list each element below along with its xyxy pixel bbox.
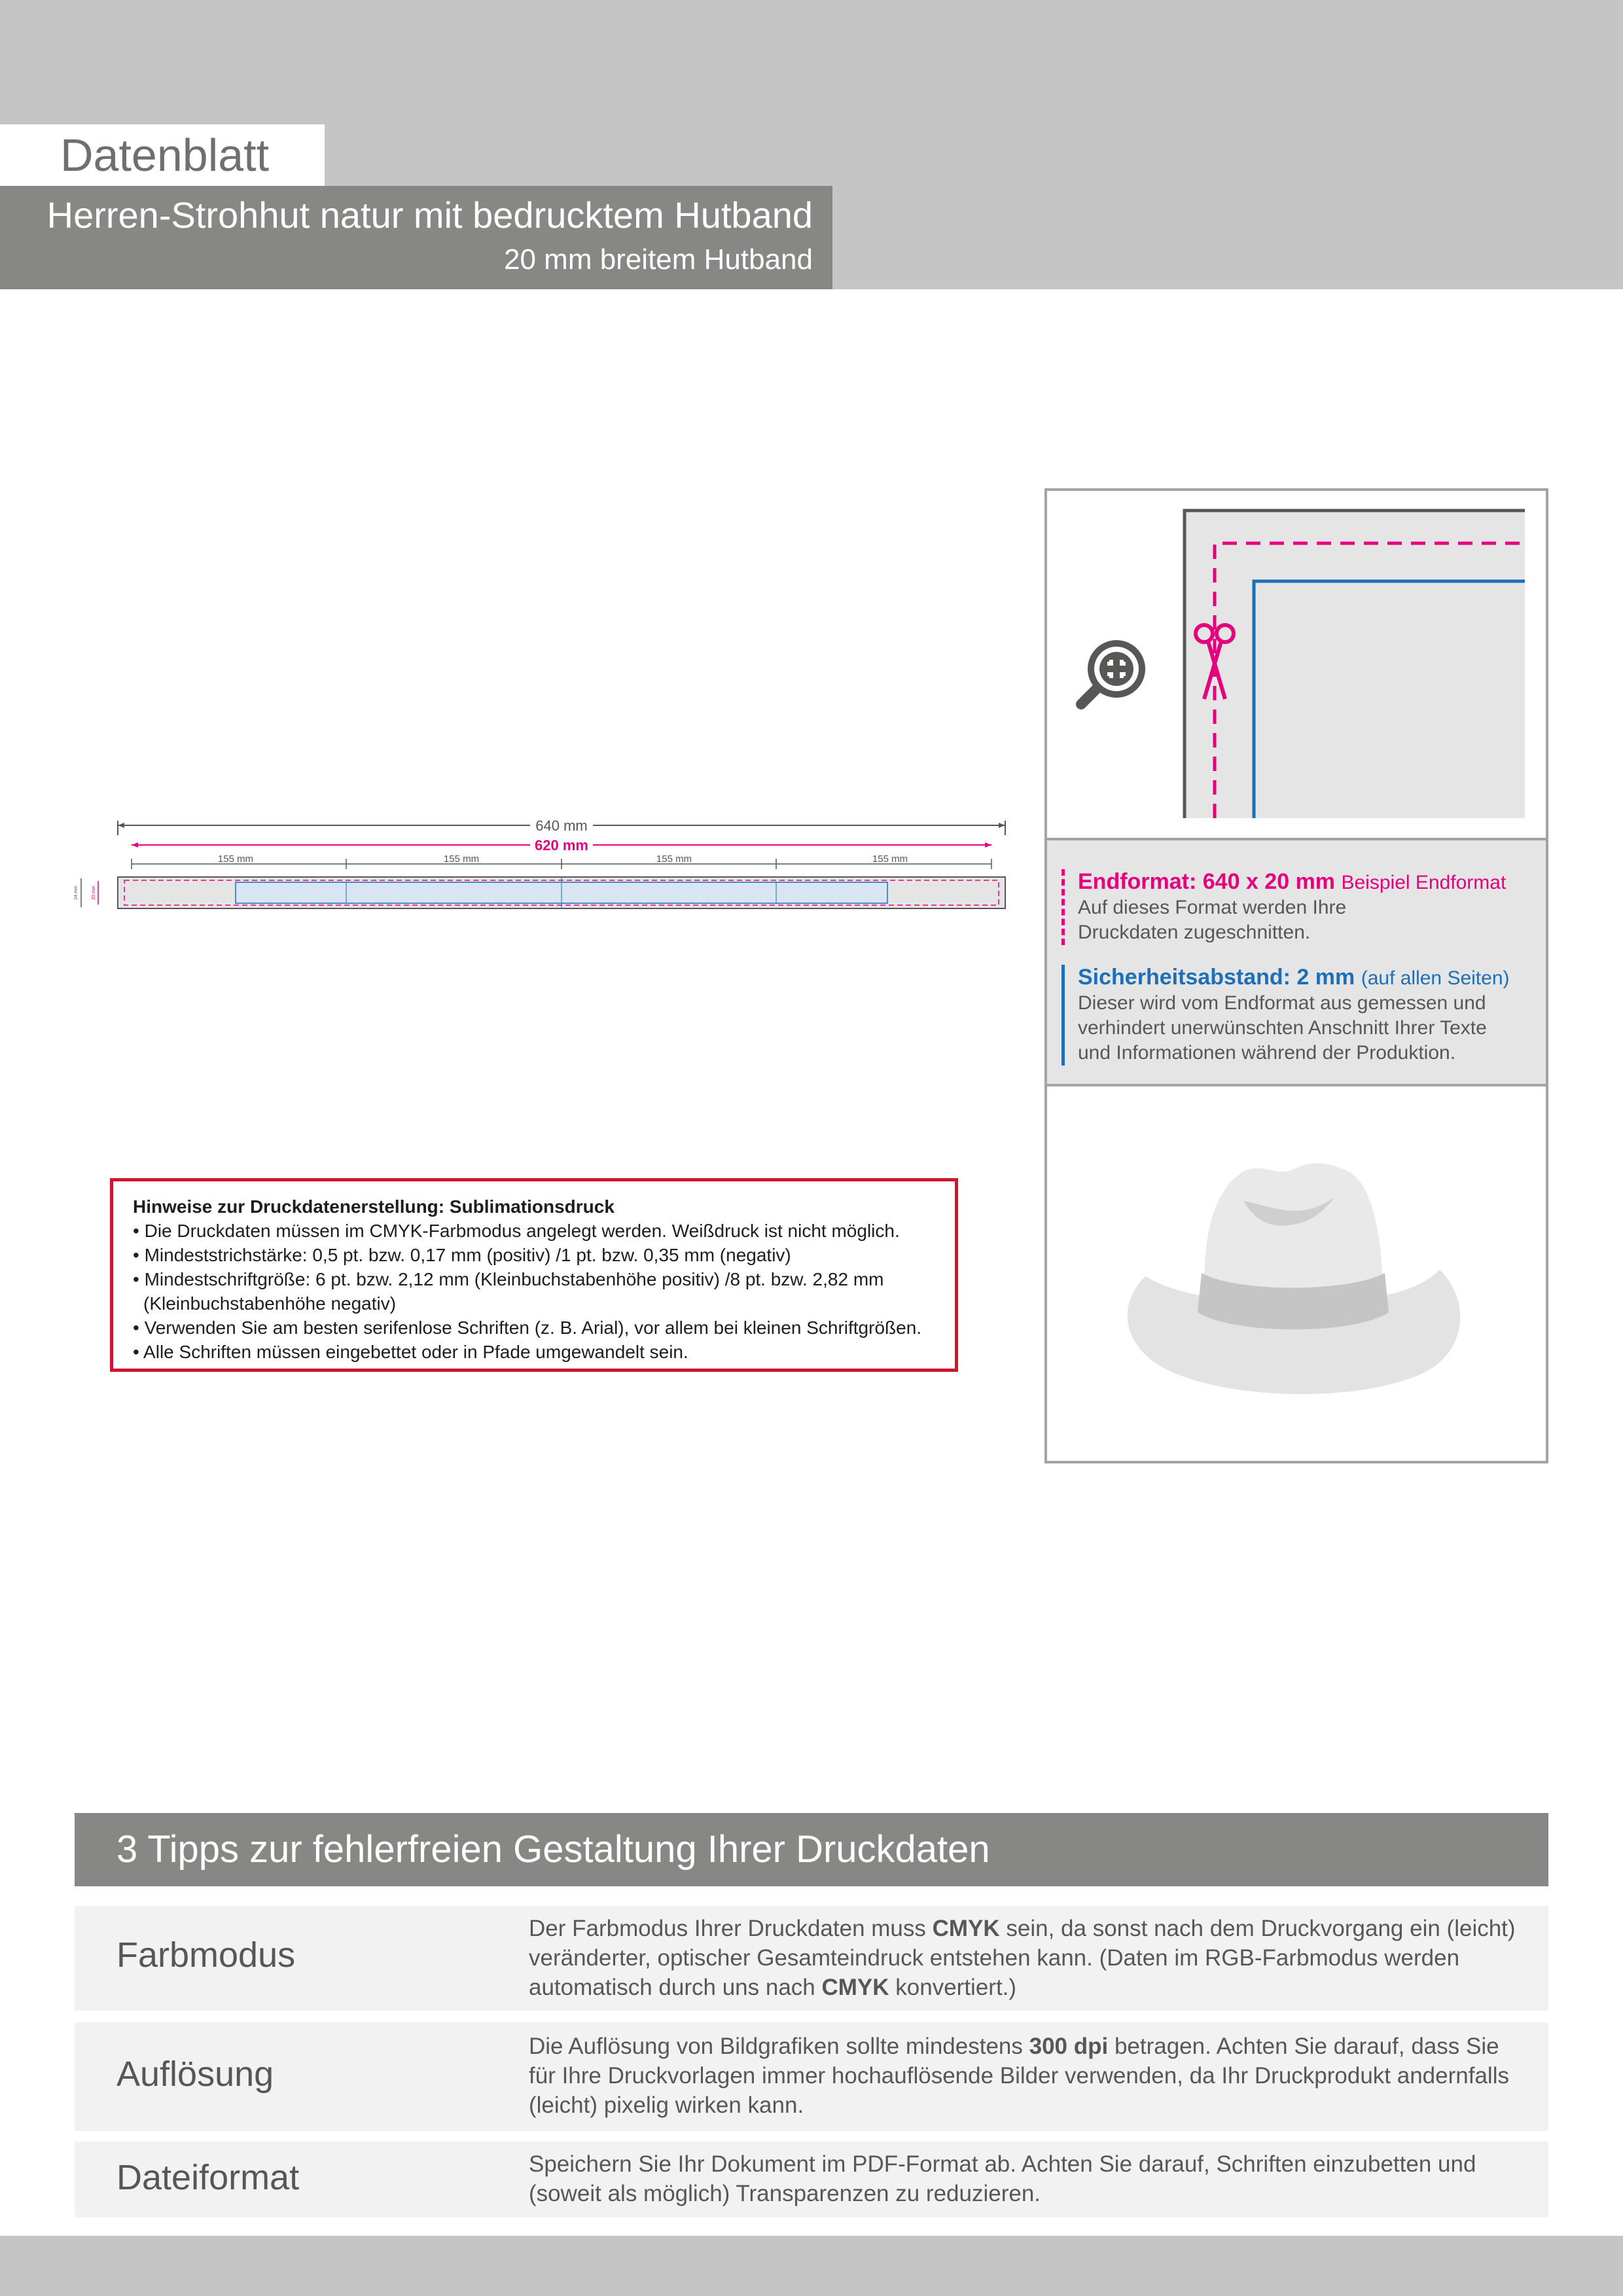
segment-label: 155 mm xyxy=(656,853,692,865)
endformat-legend xyxy=(1061,869,1549,945)
tips-heading: 3 Tipps zur fehlerfreien Gestaltung Ihrer Druckdaten xyxy=(75,1813,1548,1886)
safety-text: Dieser wird vom Endformat aus gemessen und verhindert unerwünschten Anschnitt Ihrer Texte und Informationen während der Produktion. xyxy=(1078,992,1487,1064)
print-hints-box xyxy=(110,1178,958,1372)
tip-row-dateiformat xyxy=(75,2142,1548,2217)
tip-label: Farbmodus xyxy=(116,1935,296,1975)
detail-panel xyxy=(1044,488,1548,1463)
product-title-box xyxy=(0,186,832,289)
hints-list xyxy=(133,1219,939,1364)
tip-row-aufloesung xyxy=(75,2022,1548,2131)
height-final-label: 20 mm xyxy=(92,886,96,900)
product-variant: 20 mm breitem Hutband xyxy=(504,243,813,276)
tip-row-farbmodus xyxy=(75,1906,1548,2011)
footer-band xyxy=(0,2236,1623,2296)
endformat-text: Auf dieses Format werden Ihre Druckdaten zugeschnitten. xyxy=(1078,897,1347,943)
list-item: • Mindestschriftgröße: 6 pt. bzw. 2,12 mm (Kleinbuchstabenhöhe positiv) /8 pt. bzw. 2,82 mm (Kleinbuchstabenhöhe negativ) xyxy=(133,1267,939,1316)
height-total-label: 24 mm xyxy=(74,886,79,900)
final-width-label: 620 mm xyxy=(535,837,588,853)
safety-label: Sicherheitsabstand: 2 mm xyxy=(1078,965,1355,990)
total-width-label: 640 mm xyxy=(535,817,588,834)
list-item: • Alle Schriften müssen eingebettet oder in Pfade umgewandelt sein. xyxy=(133,1340,939,1364)
zoom-in-icon xyxy=(1081,640,1145,704)
tip-text: Speichern Sie Ihr Dokument im PDF-Format ab. Achten Sie darauf, Schriften einzubetten und (soweit als möglich) Transparenzen zu reduzieren. xyxy=(529,2151,1476,2206)
corner-zoom-view xyxy=(1047,491,1546,838)
tip-label: Auflösung xyxy=(116,2054,274,2094)
segment-label: 155 mm xyxy=(872,853,908,865)
endformat-note: Beispiel Endformat xyxy=(1341,872,1507,893)
product-name: Herren-Strohhut natur mit bedrucktem Hutband xyxy=(46,194,813,236)
safety-legend xyxy=(1061,965,1549,1066)
list-item: • Die Druckdaten müssen im CMYK-Farbmodus angelegt werden. Weißdruck ist nicht möglich. xyxy=(133,1219,939,1243)
list-item: • Verwenden Sie am besten serifenlose Schriften (z. B. Arial), vor allem bei kleinen Schriftgrößen. xyxy=(133,1316,939,1340)
tip-text: Der Farbmodus Ihrer Druckdaten muss CMYK sein, da sonst nach dem Druckvorgang ein (leicht) veränderter, optischer Gesamteindruck entstehen kann. (Daten im RGB-Farbmodus werden automatisch durch uns nach CMYK konvertiert.) xyxy=(529,1916,1516,2000)
hints-title: Hinweise zur Druckdatenerstellung: Sublimationsdruck xyxy=(133,1196,615,1217)
legend-box xyxy=(1047,838,1546,1086)
page-title: Datenblatt xyxy=(0,124,325,186)
hat-illustration xyxy=(1047,1086,1546,1461)
tip-text: Die Auflösung von Bildgrafiken sollte mindestens 300 dpi betragen. Achten Sie darauf, dass Sie für Ihre Druckvorlagen immer hochauflösende Bilder verwenden, da Ihr Druckprodukt andernfalls (leicht) pixelig wirken kann. xyxy=(529,2034,1509,2118)
hat-icon xyxy=(1128,1163,1461,1394)
hatband-drawing xyxy=(72,812,1021,916)
safety-note: (auf allen Seiten) xyxy=(1361,967,1510,989)
endformat-label: Endformat: 640 x 20 mm xyxy=(1078,869,1336,894)
corner-format-area xyxy=(1185,511,1525,818)
segment-label: 155 mm xyxy=(217,853,254,865)
segment-label: 155 mm xyxy=(443,853,480,865)
list-item: • Mindeststrichstärke: 0,5 pt. bzw. 0,17 mm (positiv) /1 pt. bzw. 0,35 mm (negativ) xyxy=(133,1243,939,1267)
tip-label: Dateiformat xyxy=(116,2158,300,2197)
